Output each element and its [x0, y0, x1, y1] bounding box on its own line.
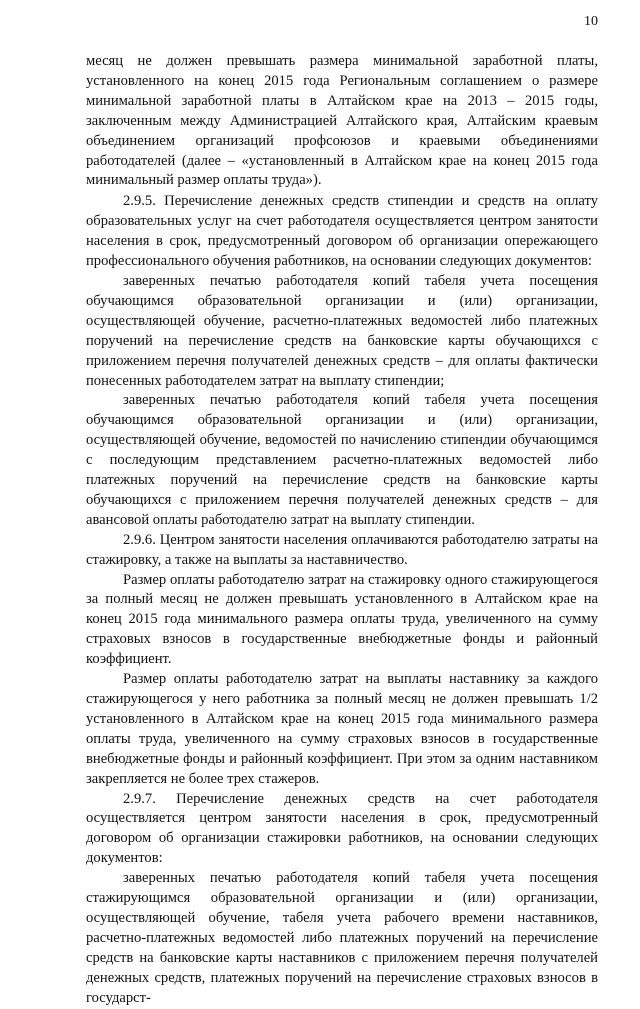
paragraph-internship-payment: Размер оплаты работодателю затрат на стажировку одного стажирующегося за полный месяц не должен превышать установленного в Алтайском крае на конец 2015 года минимального размера оплаты труда, увеличенного на сумму страховых взносов в государственные внебюджетные фонды и районный коэффициент. — [86, 571, 598, 668]
paragraph-2-9-5: 2.9.5. Перечисление денежных средств стипендии и средств на оплату образовательных услуг на счет работодателя осуществляется центром занятости населения в срок, предусмотренный договором об организации опережающего профессионального обучения работников, на основании следующих документов: — [86, 193, 598, 270]
paragraph-2-9-7: 2.9.7. Перечисление денежных средств на счет работодателя осуществляется центром занятости населения в срок, предусмотренный договором об организации стажировки работников, на основании следующих документов: — [86, 790, 598, 867]
paragraph-mentor-payment: Размер оплаты работодателю затрат на выплаты наставнику за каждого стажирующегося у него работника за полный месяц не должен превышать 1/2 установленного в Алтайском крае на конец 2015 года минимального размера оплаты труда, увеличенного на сумму страховых взносов в государственные внебюджетные фонды и районный коэффициент. При этом за одним наставником закрепляется не более трех стажеров. — [86, 671, 598, 787]
paragraph-stipend-advance: заверенных печатью работодателя копий табеля учета посещения обучающимся образовательной организации и (или) организации, осуществляющей обучение, ведомостей по начислению стипендии обучающимся с последующим представлением расчетно-платежных ведомостей либо платежных поручений на перечисление средств на банковские карты обучающихся с приложением перечня получателей денежных средств – для авансовой оплаты работодателю затрат на выплату стипендии. — [86, 392, 598, 528]
paragraph-internship-documents: заверенных печатью работодателя копий табеля учета посещения стажирующимся образовательной организации и (или) организации, осуществляющей обучение, табеля учета рабочего времени наставников, расчетно-платежных ведомостей либо платежных поручений на перечисление средств на банковские карты наставников с приложением перечня получателей денежных средств, платежных поручений на перечисление страховых взносов в государст- — [86, 870, 598, 1006]
page-number: 10 — [584, 14, 598, 29]
paragraph-2-9-6: 2.9.6. Центром занятости населения оплачиваются работодателю затраты на стажировку, а также на выплаты за наставничество. — [86, 531, 598, 568]
document-body — [86, 52, 598, 1009]
paragraph-continuation: месяц не должен превышать размера минимальной заработной платы, установленного на конец 2015 года Региональным соглашением о размере минимальной заработной платы в Алтайском крае на 2013 – 2015 годы, заключенным между Администрацией Алтайского края, Алтайским краевым объединением организаций профсоюзов и краевыми объединениями работодателей (далее – «установленный в Алтайском крае на конец 2015 года минимальный размер оплаты труда»). — [86, 53, 598, 189]
paragraph-stipend-actual: заверенных печатью работодателя копий табеля учета посещения обучающимся образовательной организации и (или) организации, осуществляющей обучение, расчетно-платежных ведомостей либо платежных поручений на перечисление средств на банковские карты обучающихся с приложением перечня получателей денежных средств – для оплаты фактически понесенных работодателем затрат на выплату стипендии; — [86, 272, 598, 389]
